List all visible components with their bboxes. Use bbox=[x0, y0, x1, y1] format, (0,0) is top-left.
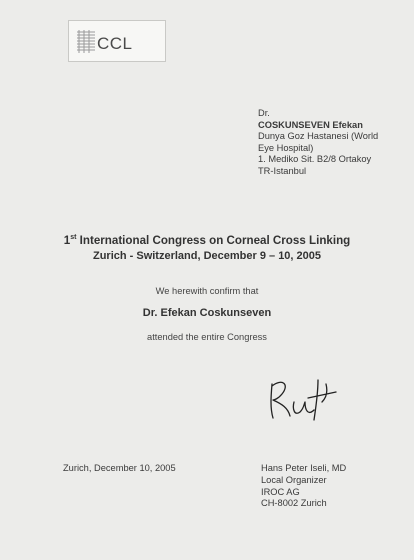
logo-text: CCL bbox=[97, 34, 133, 53]
recipient-address-line: TR-Istanbul bbox=[258, 165, 307, 176]
ccl-logo-mark-icon bbox=[75, 29, 97, 55]
attendee-name: Dr. Efekan Coskunseven bbox=[142, 307, 272, 319]
congress-location-date: Zurich - Switzerland, December 9 – 10, 2005 bbox=[92, 250, 322, 262]
signer-line: CH-8002 Zurich bbox=[261, 498, 327, 509]
congress-title-text: International Congress on Corneal Cross Linking bbox=[79, 234, 351, 247]
recipient-address-line: Dunya Goz Hastanesi (World bbox=[258, 131, 379, 142]
recipient-salutation: Dr. bbox=[258, 108, 270, 118]
signer-block bbox=[261, 463, 411, 510]
congress-ordinal-number: 1 bbox=[63, 234, 71, 247]
signer-line: IROC AG bbox=[261, 486, 300, 497]
signer-line: Hans Peter Iseli, MD bbox=[261, 463, 347, 473]
recipient-address bbox=[258, 108, 408, 178]
signer-line: Local Organizer bbox=[261, 474, 327, 485]
issue-date: Zurich, December 10, 2005 bbox=[63, 463, 176, 473]
congress-title bbox=[0, 234, 414, 247]
confirm-text: We herewith confirm that bbox=[155, 286, 259, 296]
ccl-logo bbox=[68, 20, 166, 62]
recipient-address-line: Eye Hospital) bbox=[258, 142, 314, 153]
attended-text: attended the entire Congress bbox=[147, 332, 267, 342]
recipient-name: COSKUNSEVEN Efekan bbox=[258, 119, 363, 130]
signature-icon bbox=[262, 372, 346, 428]
recipient-address-line: 1. Mediko Sit. B2/8 Ortakoy bbox=[258, 154, 372, 165]
congress-ordinal-suffix: st bbox=[70, 234, 77, 241]
